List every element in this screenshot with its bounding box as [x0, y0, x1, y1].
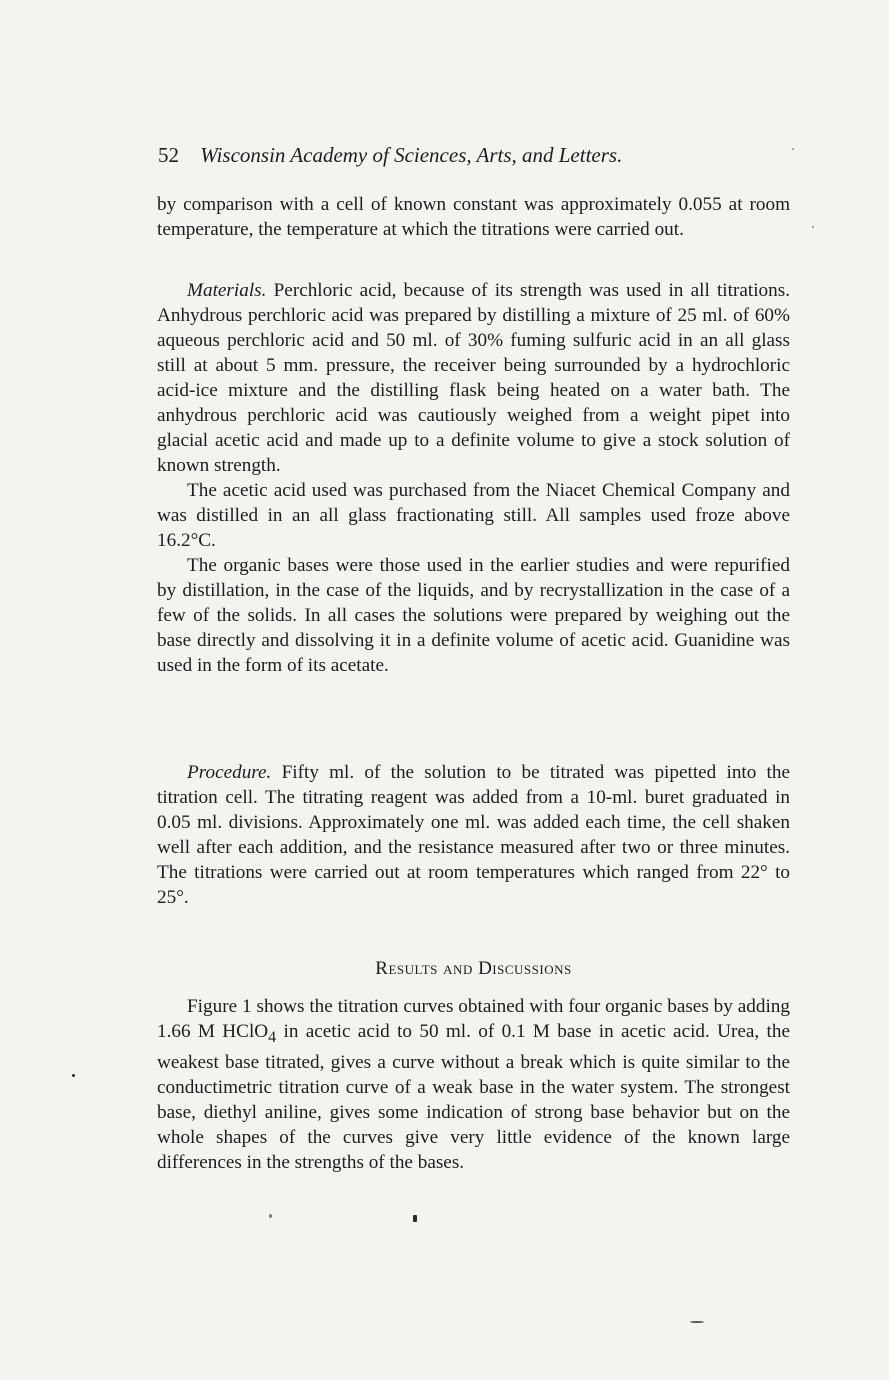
- page-number: 52: [158, 143, 179, 167]
- results-text-after-formula: in acetic acid to 50 ml. of 0.1 M base in acetic acid. Urea, the weakest base titrated, gives a curve without a break which is quite similar to the conductimetric titration curve of a weak base in the water system. The strongest base, diethyl aniline, gives some indication of strong base behavior but on the whole shapes of the curves give very little evidence of the known large differences in the strengths of the bases.: [157, 1021, 790, 1173]
- materials-lead: Materials.: [187, 280, 267, 301]
- materials-paragraph: [157, 278, 790, 478]
- scan-speck: [72, 1074, 75, 1077]
- continuation-section: [157, 192, 790, 242]
- scan-speck: [812, 226, 814, 228]
- continuation-paragraph: by comparison with a cell of known constant was approximately 0.055 at room temperature, the temperature at which the titrations were carried out.: [157, 194, 790, 240]
- materials-text: Perchloric acid, because of its strength was used in all titrations. Anhydrous perchloric acid was prepared by distilling a mixture of 25 ml. of 60% aqueous perchloric acid and 50 ml. of 30% fuming sulfuric acid in an all glass still at about 5 mm. pressure, the receiver being surrounded by a hydrochloric acid-ice mixture and the distilling flask being heated on a water bath. The anhydrous perchloric acid was cautiously weighed from a weight pipet into glacial acetic acid and made up to a definite volume to give a stock solution of known strength.: [157, 280, 790, 476]
- running-header: [158, 142, 798, 168]
- results-paragraph: [157, 994, 790, 1175]
- procedure-section: [157, 760, 790, 910]
- organic-bases-paragraph: The organic bases were those used in the earlier studies and were repurified by distillation, in the case of the liquids, and by recrystallization in the case of a few of the solids. In all cases the solutions were prepared by weighing out the base directly and dissolving it in a definite volume of acetic acid. Guanidine was used in the form of its acetate.: [157, 555, 790, 676]
- results-section: [157, 994, 790, 1175]
- procedure-lead: Procedure.: [187, 762, 272, 783]
- scan-speck: [792, 148, 794, 150]
- procedure-text: Fifty ml. of the solution to be titrated was pipetted into the titration cell. The titrating reagent was added from a 10-ml. buret graduated in 0.05 ml. divisions. Approximately one ml. was added each time, the cell shaken well after each addition, and the resistance measured after two or three minutes. The titrations were carried out at room temperatures which ranged from 22° to 25°.: [157, 762, 790, 908]
- scan-speck: [690, 1321, 704, 1323]
- acetic-acid-paragraph: The acetic acid used was purchased from the Niacet Chemical Company and was distilled in an all glass fractionating still. All samples used froze above 16.2°C.: [157, 480, 790, 551]
- formula-subscript: 4: [268, 1028, 277, 1046]
- scan-speck: [269, 1214, 272, 1218]
- materials-section: [157, 278, 790, 678]
- procedure-paragraph: [157, 760, 790, 910]
- journal-title: Wisconsin Academy of Sciences, Arts, and Letters.: [200, 143, 623, 167]
- results-heading: Results and Discussions: [375, 958, 572, 979]
- scan-speck: [413, 1215, 417, 1222]
- results-text-before-formula: Figure 1 shows the titration curves obtained with four organic bases by adding 1.66 M HClO: [157, 996, 790, 1042]
